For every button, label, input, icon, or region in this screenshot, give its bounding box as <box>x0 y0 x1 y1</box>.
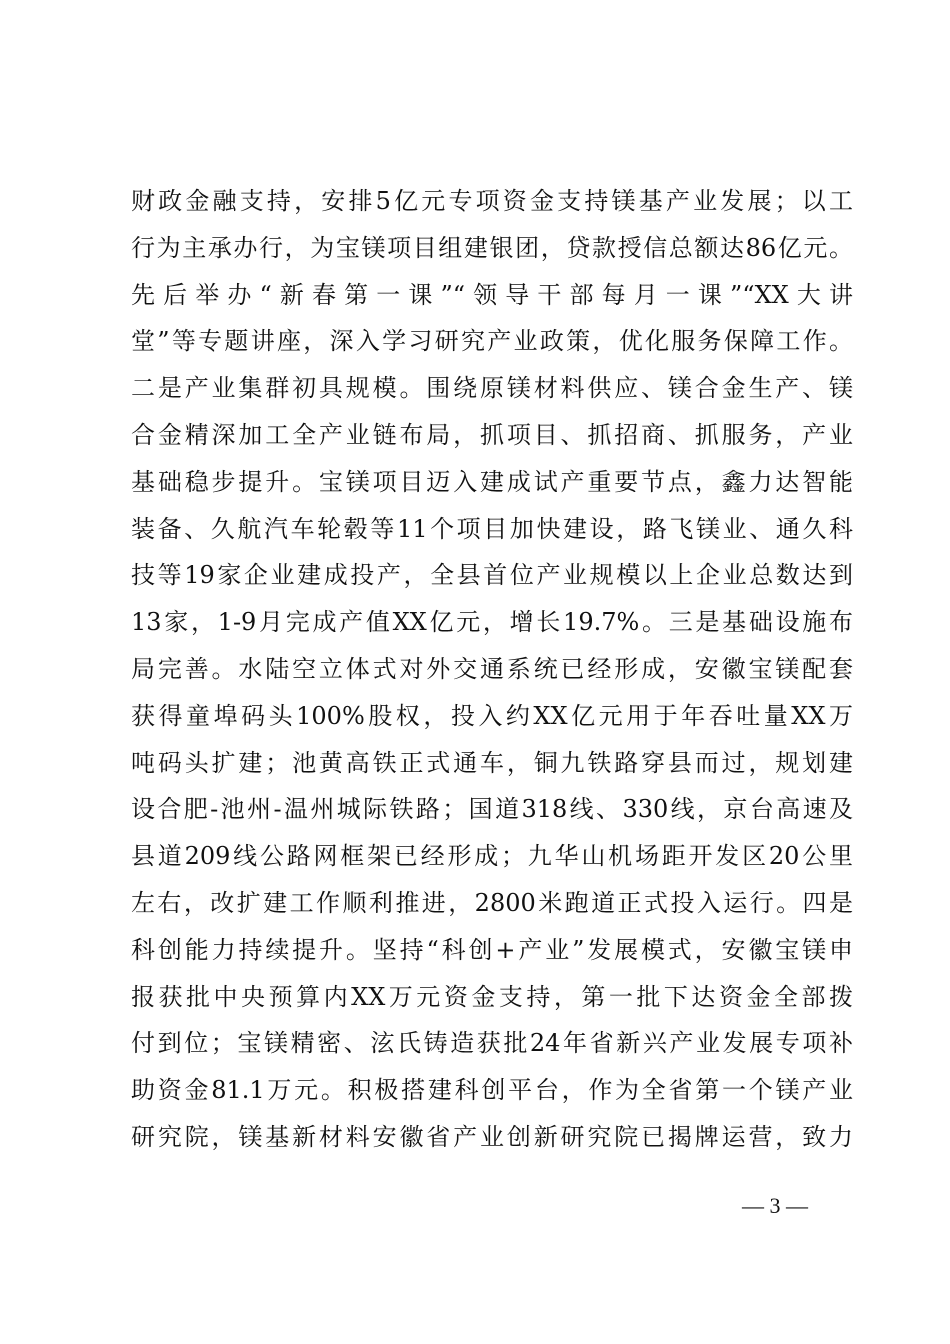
text-line-8: 装备、久航汽车轮毂等11个项目加快建设，路飞镁业、通久科 <box>131 514 853 543</box>
text-line-19: 付到位；宝镁精密、泫氏铸造获批24年省新兴产业发展专项补 <box>131 1029 853 1058</box>
body-text <box>131 178 853 1161</box>
text-line-1: 财政金融支持，安排5亿元专项资金支持镁基产业发展；以工 <box>131 187 853 215</box>
text-line-2: 行为主承办行，为宝镁项目组建银团，贷款授信总额达86亿元。 <box>131 233 853 262</box>
text-line-6: 合金精深加工全产业链布局，抓项目、抓招商、抓服务，产业 <box>131 420 853 449</box>
page-number: — 3 — <box>742 1193 808 1218</box>
text-line-4: 堂”等专题讲座，深入学习研究产业政策，优化服务保障工作。 <box>131 327 853 356</box>
text-line-15: 县道209线公路网框架已经形成；九华山机场距开发区20公里 <box>131 842 853 871</box>
text-line-7: 基础稳步提升。宝镁项目迈入建成试产重要节点，鑫力达智能 <box>131 467 853 496</box>
text-line-3: 先后举办“新春第一课”“领导干部每月一课”“XX大讲 <box>131 280 853 309</box>
text-line-20: 助资金81.1万元。积极搭建科创平台，作为全省第一个镁产业 <box>131 1076 853 1105</box>
text-line-21: 研究院，镁基新材料安徽省产业创新研究院已揭牌运营，致力 <box>131 1122 853 1151</box>
text-line-10: 13家，1-9月完成产值XX亿元，增长19.7%。三是基础设施布 <box>131 608 853 637</box>
text-line-9: 技等19家企业建成投产，全县首位产业规模以上企业总数达到 <box>131 561 853 590</box>
text-line-12: 获得童埠码头100%股权，投入约XX亿元用于年吞吐量XX万 <box>131 701 853 730</box>
text-line-13: 吨码头扩建；池黄高铁正式通车，铜九铁路穿县而过，规划建 <box>131 748 853 777</box>
text-line-16: 左右，改扩建工作顺利推进，2800米跑道正式投入运行。四是 <box>131 888 853 917</box>
text-line-5: 二是产业集群初具规模。围绕原镁材料供应、镁合金生产、镁 <box>131 374 853 403</box>
text-line-17: 科创能力持续提升。坚持“科创+产业”发展模式，安徽宝镁申 <box>131 935 853 964</box>
text-line-18: 报获批中央预算内XX万元资金支持，第一批下达资金全部拨 <box>131 982 853 1011</box>
text-line-14: 设合肥-池州-温州城际铁路；国道318线、330线，京台高速及 <box>131 795 853 824</box>
text-line-11: 局完善。水陆空立体式对外交通系统已经形成，安徽宝镁配套 <box>131 654 853 683</box>
